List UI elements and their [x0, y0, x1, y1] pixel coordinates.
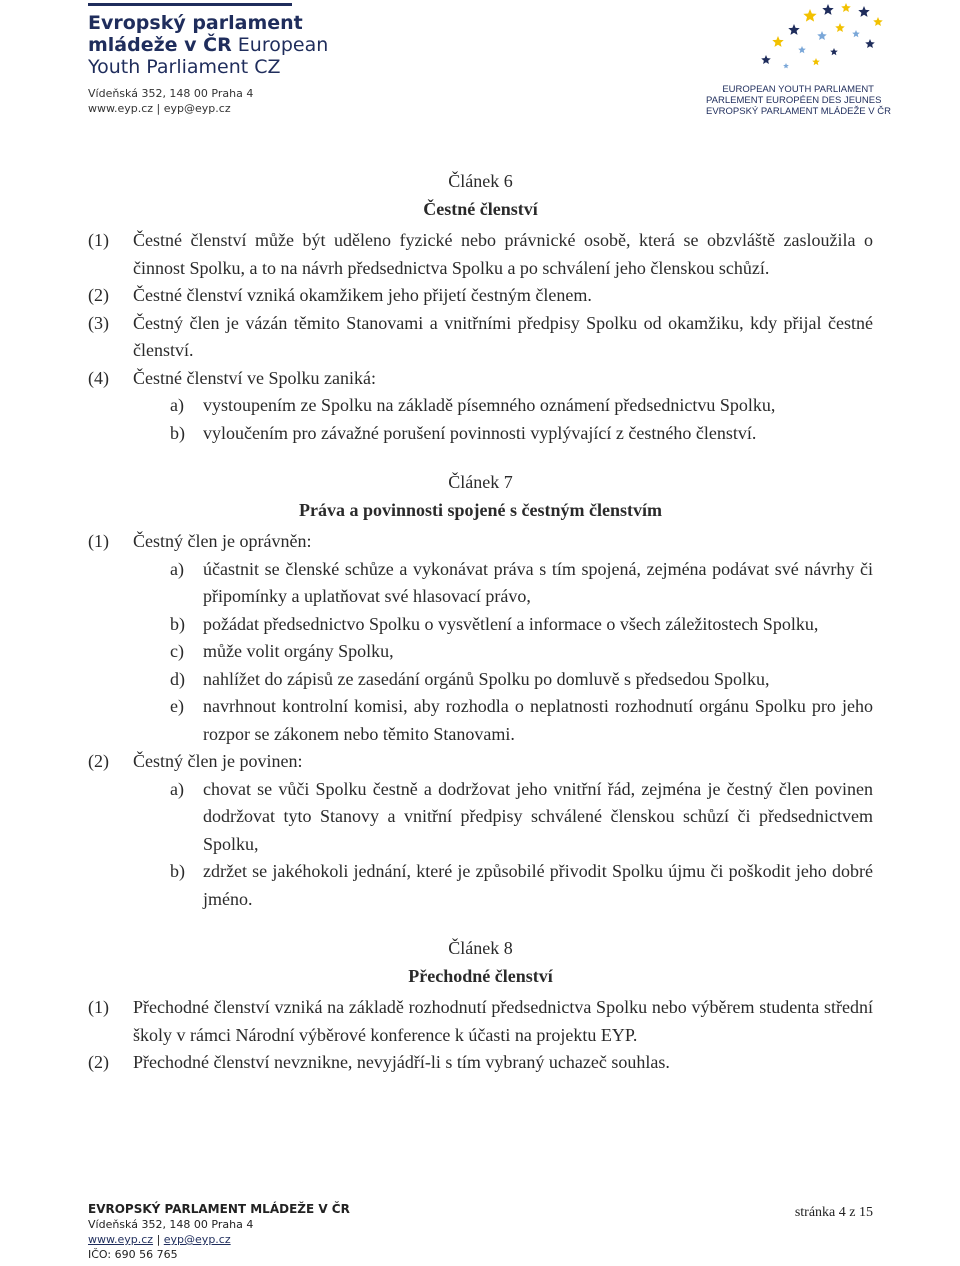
page-number: stránka 4 z 15 [794, 1205, 873, 1220]
sub-item-letter: e) [170, 696, 184, 716]
star-icon [803, 9, 816, 22]
sub-item [170, 666, 873, 694]
star-icon [772, 36, 783, 47]
sub-item-letter: c) [170, 641, 184, 661]
footer-org: EVROPSKÝ PARLAMENT MLÁDEŽE V ČR [88, 1202, 350, 1216]
paragraph-number: (1) [88, 997, 109, 1017]
sub-item-letter: b) [170, 613, 185, 634]
sub-item-letter: a) [170, 395, 184, 415]
org-name-line3: Youth Parliament CZ [88, 56, 281, 78]
star-icon [841, 3, 851, 12]
sub-item [170, 392, 873, 420]
logo-line-3: EVROPSKÝ PARLAMENT MLÁDEŽE V ČR [706, 106, 891, 117]
org-header [88, 12, 328, 116]
paragraph [88, 1049, 873, 1077]
paragraph-text: Čestný člen je oprávněn: [133, 531, 312, 551]
star-icon [852, 30, 860, 37]
sub-item-letter: d) [170, 668, 185, 689]
article-title: Práva a povinnosti spojené s čestným členstvím [299, 499, 662, 520]
article-heading: Článek 8 [448, 938, 513, 958]
eyp-logo-text [706, 84, 891, 117]
footer-separator: | [156, 1233, 161, 1246]
star-icon [761, 55, 771, 64]
sub-item-text: navrhnout kontrolní komisi, aby rozhodla o neplatnosti rozhodnutí orgánu Spolku pro jeho rozpor se zákonem nebo těmito Stanovami. [203, 696, 873, 744]
sub-item-letter: b) [170, 422, 185, 443]
star-icon [822, 4, 833, 15]
footer-links [88, 1232, 350, 1247]
paragraph-text: Čestné členství vzniká okamžikem jeho přijetí čestným členem. [133, 285, 592, 305]
sub-item [170, 420, 873, 448]
sub-item [170, 638, 873, 666]
article-title: Čestné členství [423, 198, 538, 219]
paragraph [88, 994, 873, 1049]
sub-item-letter: a) [170, 778, 184, 799]
logo-line-2: PARLEMENT EUROPÉEN DES JEUNES [706, 95, 882, 106]
paragraph [88, 528, 873, 556]
org-name-line2-rest: European [231, 34, 329, 56]
logo-line-1: EUROPEAN YOUTH PARLIAMENT [722, 84, 874, 95]
paragraph-text: Čestný člen je vázán těmito Stanovami a vnitřními předpisy Spolku od okamžiku, kdy přijal čestné členství. [133, 312, 873, 360]
sub-item [170, 556, 873, 611]
paragraph-number: (1) [88, 531, 109, 551]
article-gap [88, 913, 873, 935]
header-rule [88, 3, 292, 6]
footer-address: Vídeňská 352, 148 00 Praha 4 [88, 1218, 254, 1231]
star-icon [817, 31, 827, 40]
org-name-line1: Evropský parlament [88, 12, 303, 34]
paragraph [88, 310, 873, 365]
sub-item [170, 611, 873, 639]
paragraph [88, 748, 873, 776]
paragraph [88, 282, 873, 310]
paragraph-text: Přechodné členství nevznikne, nevyjádří-li s tím vybraný uchazeč souhlas. [133, 1052, 670, 1072]
footer-web-link[interactable]: www.eyp.cz [88, 1233, 154, 1246]
star-icon [830, 48, 838, 55]
paragraph-number: (4) [88, 367, 109, 388]
sub-item-text: vystoupením ze Spolku na základě písemného oznámení předsednictvu Spolku, [203, 395, 776, 415]
sub-item [170, 858, 873, 913]
star-icon [783, 63, 789, 68]
org-web: www.eyp.cz | eyp@eyp.cz [88, 102, 231, 115]
sub-item-text: vyloučením pro závažné porušení povinnosti vyplývající z čestného členství. [203, 422, 757, 443]
sub-item-letter: b) [170, 861, 185, 881]
star-icon [858, 6, 869, 17]
paragraph-number: (2) [88, 1052, 109, 1072]
star-icon [798, 46, 806, 53]
paragraph-number: (2) [88, 285, 109, 305]
star-icon [788, 24, 799, 35]
paragraph-number: (1) [88, 230, 109, 250]
paragraph-text: Čestné členství může být uděleno fyzické nebo právnické osobě, která se obzvláště zasloužila o činnost Spolku, a to na návrh předsednictva Spolku a po schválení jeho členskou schůzí. [133, 230, 873, 278]
paragraph-number: (3) [88, 312, 109, 333]
footer-ico: IČO: 690 56 765 [88, 1248, 178, 1261]
paragraph-number: (2) [88, 751, 109, 771]
footer [88, 1202, 350, 1262]
sub-item-text: zdržet se jakéhokoli jednání, které je způsobilé přivodit Spolku újmu či poškodit jeho dobré jméno. [203, 861, 873, 909]
org-name-line2-bold: mládeže v ČR [88, 34, 232, 56]
sub-item-text: požádat předsednictvo Spolku o vysvětlení a informace o všech záležitostech Spolku, [203, 613, 819, 634]
sub-item-text: nahlížet do zápisů ze zasedání orgánů Spolku po domluvě s předsedou Spolku, [203, 668, 770, 689]
sub-item-text: chovat se vůči Spolku čestně a dodržovat jeho vnitřní řád, zejména je čestný člen povinen dodržovat tyto Stanovy a vnitřní předpisy schválené členskou schůzí či předsednictvem Spolku, [203, 778, 873, 854]
paragraph-text: Čestné členství ve Spolku zaniká: [133, 367, 376, 388]
org-name-line2 [88, 34, 328, 56]
sub-item-text: účastnit se členské schůze a vykonávat práva s tím spojená, zejména podávat své návrhy či připomínky a uplatňovat své hlasovací právo, [203, 558, 873, 606]
article-heading: Článek 7 [448, 472, 513, 492]
star-icon [812, 58, 820, 65]
star-icon [873, 17, 883, 26]
org-address: Vídeňská 352, 148 00 Praha 4 [88, 87, 254, 100]
footer-email-link[interactable]: eyp@eyp.cz [163, 1233, 231, 1246]
paragraph [88, 365, 873, 393]
article-gap [88, 447, 873, 469]
star-icon [865, 39, 875, 48]
article-heading: Článek 6 [448, 171, 513, 191]
star-icon [835, 23, 845, 32]
sub-item-letter: a) [170, 558, 184, 579]
paragraph-text: Přechodné členství vzniká na základě rozhodnutí předsednictva Spolku nebo výběrem studenta střední školy v rámci Národní výběrové konference k účasti na projektu EYP. [133, 997, 873, 1045]
paragraph-text: Čestný člen je povinen: [133, 751, 303, 771]
article-title: Přechodné členství [408, 965, 553, 986]
document-body [88, 168, 873, 1077]
paragraph [88, 227, 873, 282]
sub-item-text: může volit orgány Spolku, [203, 641, 394, 661]
sub-item [170, 776, 873, 859]
sub-item [170, 693, 873, 748]
